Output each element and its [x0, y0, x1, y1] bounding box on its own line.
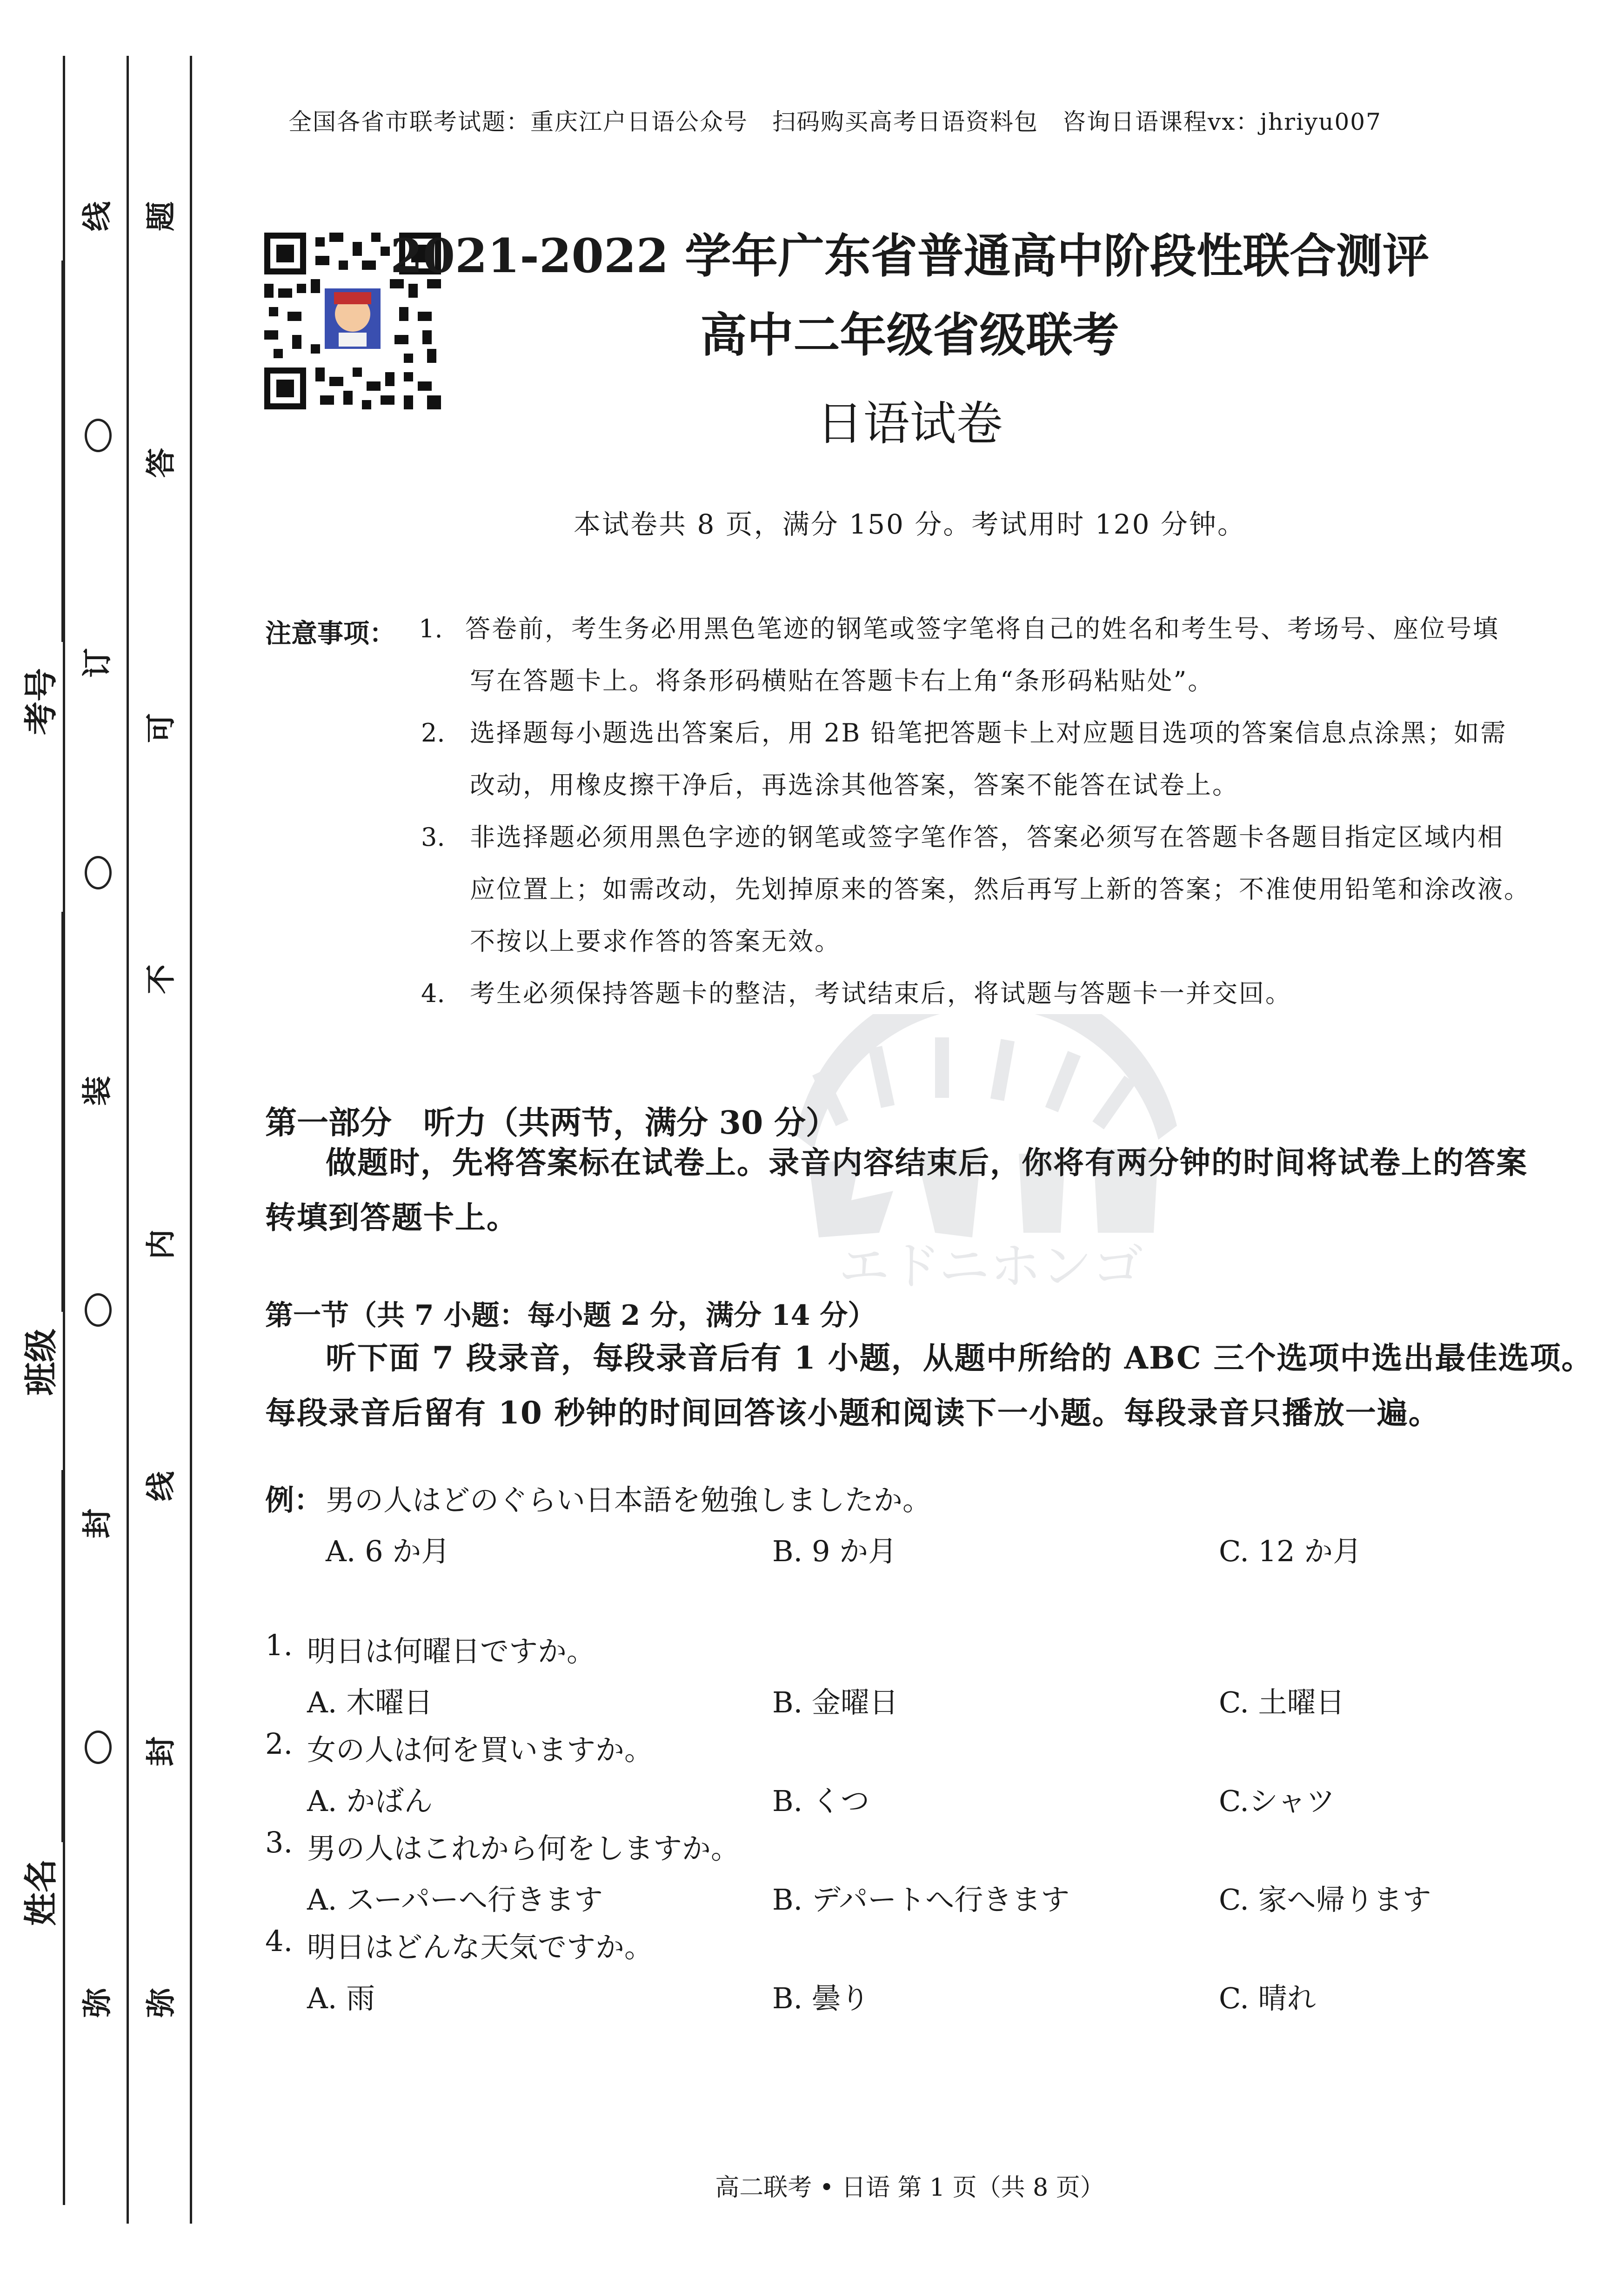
- binding-circle: [85, 1293, 112, 1327]
- notice-item-line: 应位置上；如需改动，先划掉原来的答案，然后再写上新的答案；不准使用铅笔和涂改液。: [470, 875, 1530, 904]
- question-number: 4.: [265, 1924, 293, 1958]
- notice-item-number: 3.: [421, 822, 445, 852]
- exam-title-line1: 2021-2022 学年广东省普通高中阶段性联合测评: [390, 228, 1429, 283]
- binding-char-bu: 不: [144, 964, 179, 994]
- part1-heading: 第一部分 听力（共两节，满分 30 分）: [265, 1104, 837, 1142]
- option-b: B. 金曜日: [772, 1685, 898, 1719]
- question-text: 男の人はこれから何をしますか。: [307, 1831, 740, 1865]
- option-c: C.シャツ: [1219, 1784, 1335, 1818]
- class-underline: [61, 912, 63, 1312]
- binding-circle: [85, 1731, 112, 1764]
- option-a: A. 木曜日: [307, 1685, 433, 1719]
- part1-instruction-line2: 转填到答题卡上。: [265, 1199, 518, 1236]
- exam-title-line2: 高中二年级省级联考: [700, 307, 1119, 362]
- example-label: 例：: [265, 1483, 323, 1517]
- binding-char-xian2: 线: [144, 1471, 179, 1501]
- binding-char-nei: 内: [144, 1230, 179, 1259]
- notice-item-line: 考生必须保持答题卡的整洁，考试结束后，将试题与答题卡一并交回。: [470, 979, 1292, 1008]
- question-number: 3.: [265, 1825, 293, 1859]
- question-number: 2.: [265, 1727, 293, 1761]
- option-c: C. 家へ帰ります: [1219, 1883, 1431, 1917]
- notice-item-number: 4.: [421, 979, 445, 1008]
- field-label-class: 班级: [21, 1328, 60, 1396]
- notice-item-line: 答卷前，考生务必用黑色笔迹的钢笔或签字笔将自己的姓名和考生号、考场号、座位号填: [465, 614, 1499, 643]
- notice-item-line: 非选择题必须用黑色字迹的钢笔或签字笔作答，答案必须写在答题卡各题目指定区域内相: [470, 822, 1504, 852]
- notice-item-line: 改动，用橡皮擦干净后，再选涂其他答案，答案不能答在试卷上。: [470, 770, 1239, 800]
- binding-char-da: 答: [144, 448, 179, 478]
- question-text: 明日は何曜日ですか。: [307, 1634, 596, 1668]
- notice-item-number: 2.: [421, 718, 445, 748]
- binding-char-feng2: 封: [144, 1737, 179, 1766]
- binding-line-mid: [127, 56, 129, 2224]
- binding-char-zhuang: 装: [80, 1076, 115, 1106]
- option-b: B. くつ: [772, 1784, 869, 1818]
- example-option-b: B. 9 か月: [772, 1534, 897, 1568]
- field-label-exam-number: 考号: [21, 668, 60, 735]
- notice-item-line: 不按以上要求作答的答案无效。: [470, 927, 841, 956]
- binding-char-ke: 可: [144, 713, 179, 743]
- binding-line-inner: [190, 56, 192, 2224]
- question-text: 明日はどんな天気ですか。: [307, 1930, 654, 1964]
- option-b: B. 曇り: [772, 1981, 869, 2015]
- option-c: C. 土曜日: [1219, 1685, 1345, 1719]
- notice-heading: 注意事项：: [265, 618, 395, 649]
- exam-intro: 本试卷共 8 页，满分 150 分。考试用时 120 分钟。: [574, 508, 1246, 540]
- option-a: A. スーパーへ行きます: [307, 1883, 603, 1917]
- example-option-a: A. 6 か月: [326, 1534, 450, 1568]
- watermark-text: エドニホンゴ: [838, 1236, 1143, 1293]
- field-label-name: 姓名: [21, 1858, 60, 1926]
- notice-item-line: 选择题每小题选出答案后，用 2B 铅笔把答题卡上对应题目选项的答案信息点涂黑；如需: [470, 718, 1507, 748]
- binding-char-mi: 弥: [80, 1988, 115, 2018]
- binding-char-feng: 封: [80, 1509, 115, 1538]
- notice-item-number: 1.: [419, 614, 443, 643]
- option-b: B. デパートへ行きます: [772, 1883, 1070, 1917]
- option-a: A. 雨: [307, 1981, 375, 2015]
- binding-char-mi2: 弥: [144, 1988, 179, 2018]
- part1-instruction-line1: 做题时，先将答案标在试卷上。录音内容结束后，你将有两分钟的时间将试卷上的答案: [326, 1144, 1528, 1181]
- section1-instruction-line1: 听下面 7 段录音，每段录音后有 1 小题，从题中所给的 ABC 三个选项中选出最佳选项。: [326, 1340, 1593, 1376]
- question-number: 1.: [265, 1628, 293, 1662]
- binding-char-ti: 题: [144, 201, 179, 231]
- top-note: 全国各省市联考试题：重庆江户日语公众号 扫码购买高考日语资料包 咨询日语课程vx：jhriyu007: [288, 108, 1382, 135]
- notice-item-line: 写在答题卡上。将条形码横贴在答题卡右上角“条形码粘贴处”。: [470, 666, 1215, 695]
- page-footer: 高二联考 • 日语 第 1 页（共 8 页）: [715, 2174, 1104, 2202]
- name-underline: [61, 1470, 63, 1842]
- binding-char-xian: 线: [80, 201, 115, 231]
- question-text: 女の人は何を買いますか。: [307, 1733, 654, 1767]
- option-a: A. かばん: [307, 1784, 433, 1818]
- binding-circle: [85, 856, 112, 889]
- binding-char-ding: 订: [80, 648, 115, 678]
- example-option-c: C. 12 か月: [1219, 1534, 1362, 1568]
- option-c: C. 晴れ: [1219, 1981, 1316, 2015]
- section1-instruction-line2: 每段录音后留有 10 秒钟的时间回答该小题和阅读下一小题。每段录音只播放一遍。: [265, 1395, 1440, 1431]
- example-question: 男の人はどのぐらい日本語を勉強しましたか。: [326, 1483, 932, 1517]
- exam-title-line3: 日语试卷: [816, 396, 1003, 451]
- section1-heading: 第一节（共 7 小题：每小题 2 分，满分 14 分）: [265, 1299, 876, 1332]
